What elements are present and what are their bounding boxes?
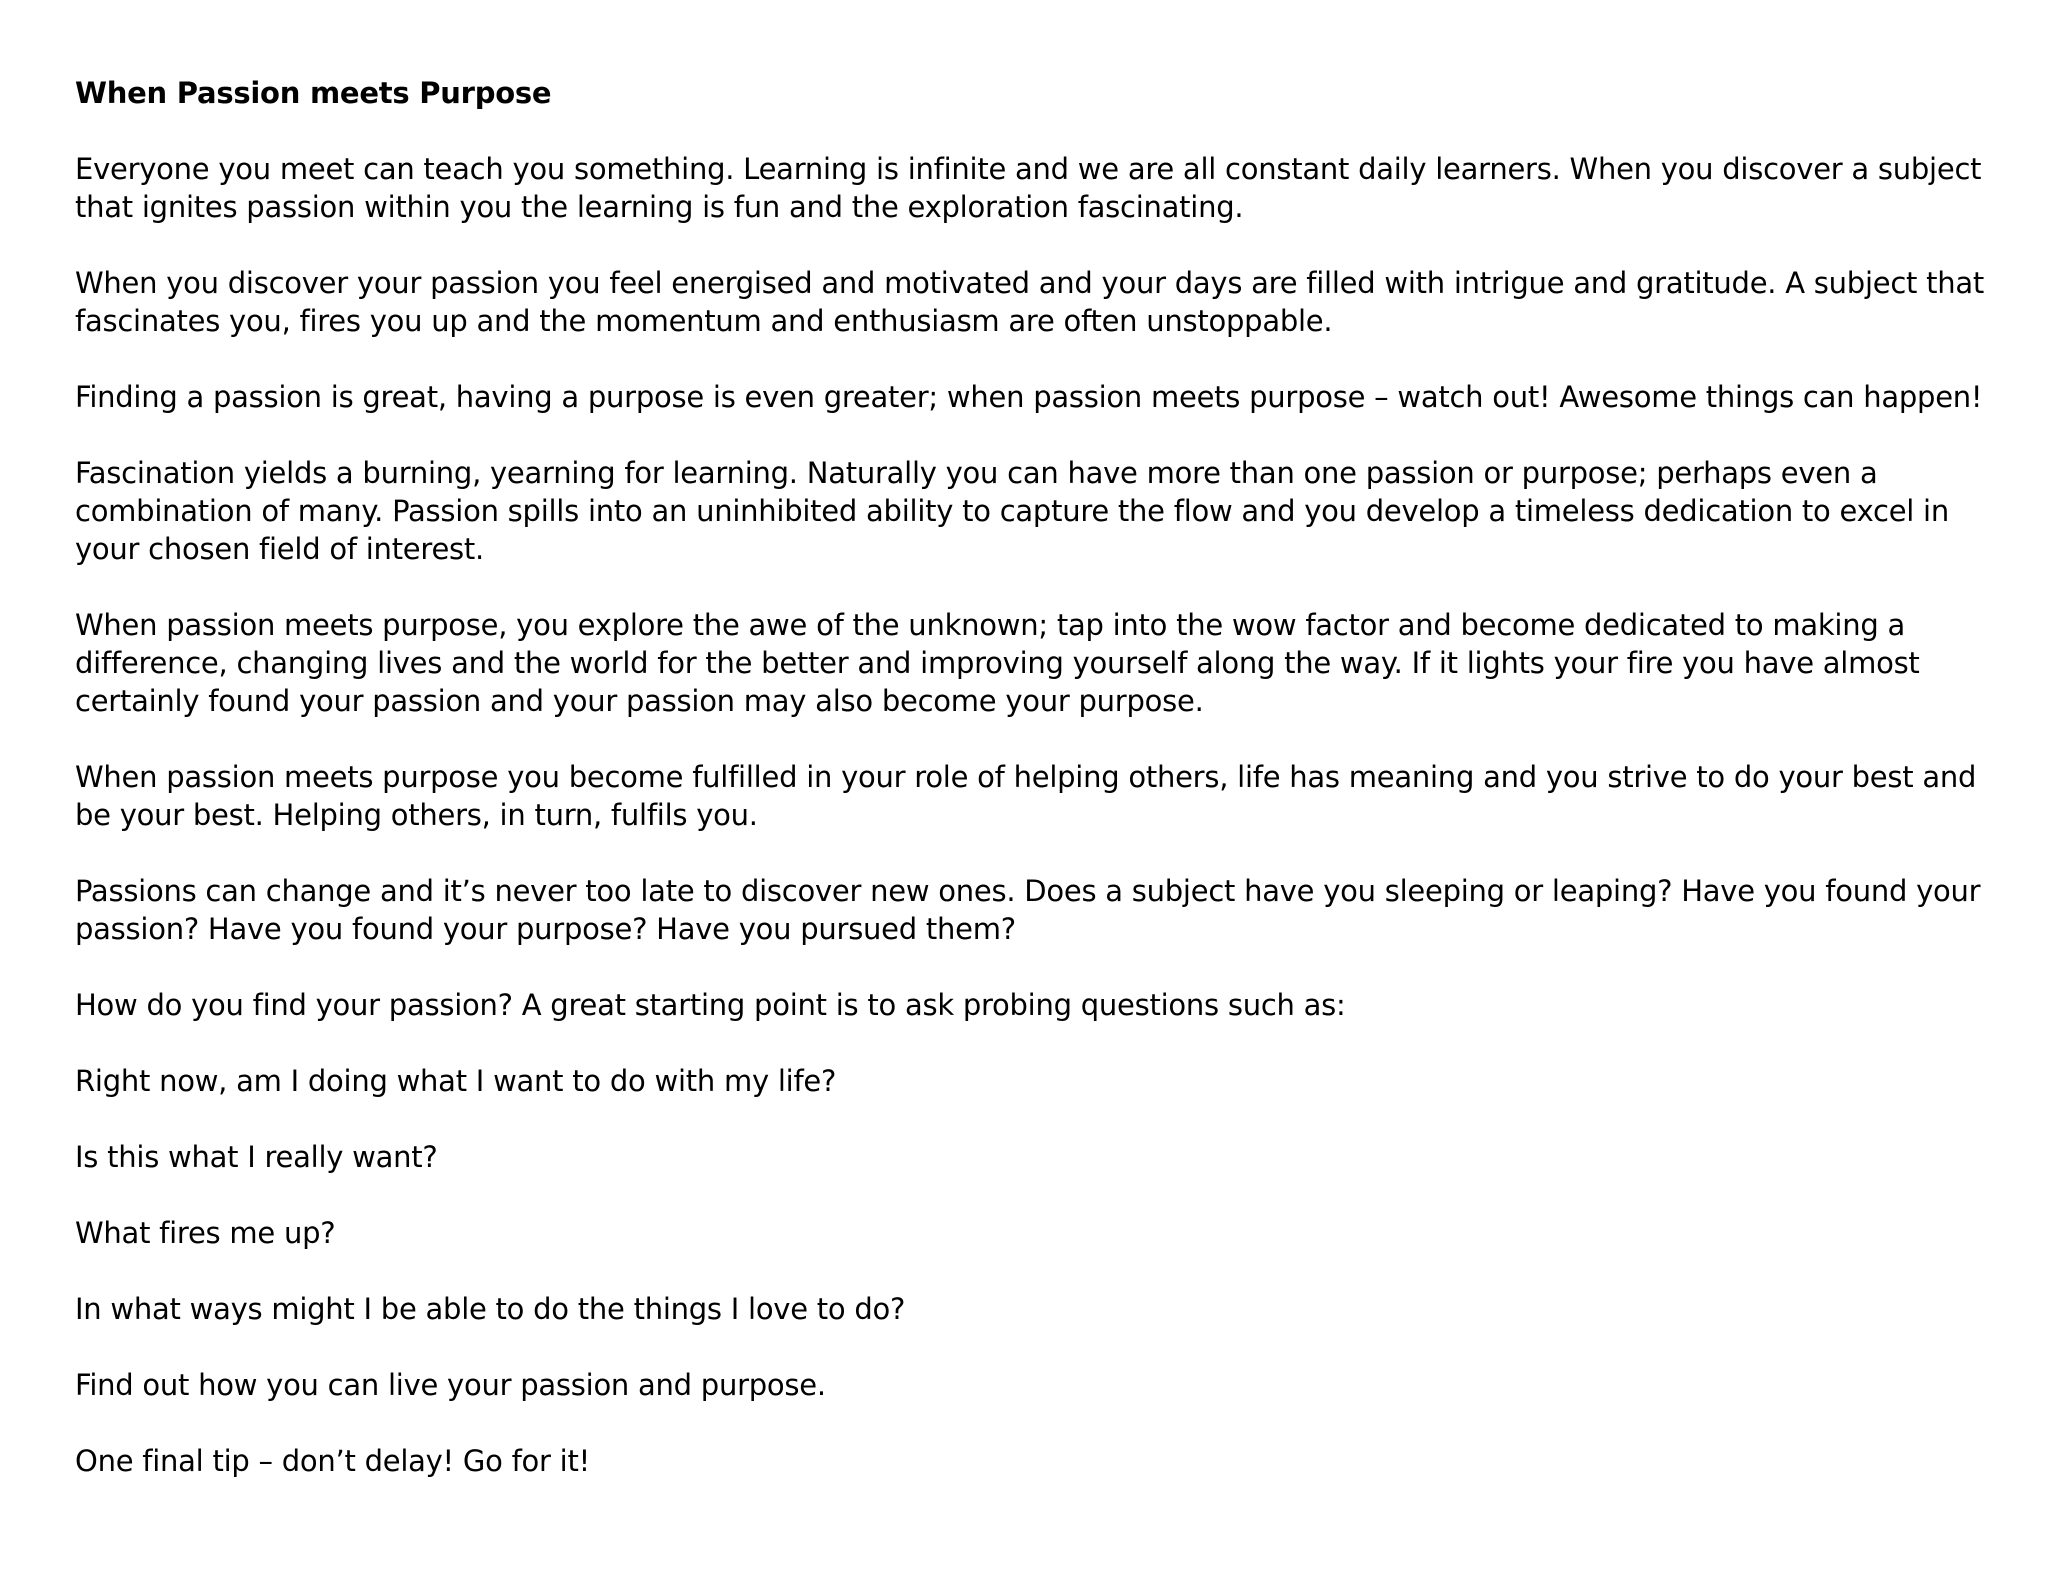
paragraph-fascination: Fascination yields a burning, yearning for learning. Naturally you can have more than one passion or purpose; perhaps even a combination of many. Passion spills into an uninhibited ability to capture the flow and you develop a timeless dedication to excel in your chosen field of interest.: [75, 456, 1949, 566]
document-page: [75, 74, 2015, 1480]
question-right-now: Right now, am I doing what I want to do with my life?: [75, 1064, 837, 1098]
paragraph-final-tip: One final tip – don’t delay! Go for it!: [75, 1444, 590, 1478]
paragraph-find-out: Find out how you can live your passion and purpose.: [75, 1368, 826, 1402]
paragraph-learning: Everyone you meet can teach you something. Learning is infinite and we are all constant daily learners. When you discover a subject that ignites passion within you the learning is fun and the exploration fascinating.: [75, 152, 1982, 224]
document-title: When Passion meets Purpose: [75, 76, 552, 110]
paragraph-explore-unknown: When passion meets purpose, you explore the awe of the unknown; tap into the wow factor and become dedicated to making a difference, changing lives and the world for the better and improving yourself along the way. If it lights your fire you have almost certainly found your passion and your passion may also become your purpose.: [75, 608, 1920, 718]
paragraph-passions-change: Passions can change and it’s never too late to discover new ones. Does a subject have you sleeping or leaping? Have you found your passion? Have you found your purpose? Have you pursued them?: [75, 874, 1981, 946]
paragraph-discover-passion: When you discover your passion you feel energised and motivated and your days are filled with intrigue and gratitude. A subject that fascinates you, fires you up and the momentum and enthusiasm are often unstoppable.: [75, 266, 1985, 338]
paragraph-passion-purpose: Finding a passion is great, having a purpose is even greater; when passion meets purpose – watch out! Awesome things can happen!: [75, 380, 1983, 414]
paragraph-helping-others: When passion meets purpose you become fulfilled in your role of helping others, life has meaning and you strive to do your best and be your best. Helping others, in turn, fulfils you.: [75, 760, 1977, 832]
paragraph-probing-questions: How do you find your passion? A great starting point is to ask probing questions such as:: [75, 988, 1346, 1022]
question-really-want: Is this what I really want?: [75, 1140, 438, 1174]
question-fires-me-up: What fires me up?: [75, 1216, 336, 1250]
question-ways-to-do: In what ways might I be able to do the things I love to do?: [75, 1292, 906, 1326]
